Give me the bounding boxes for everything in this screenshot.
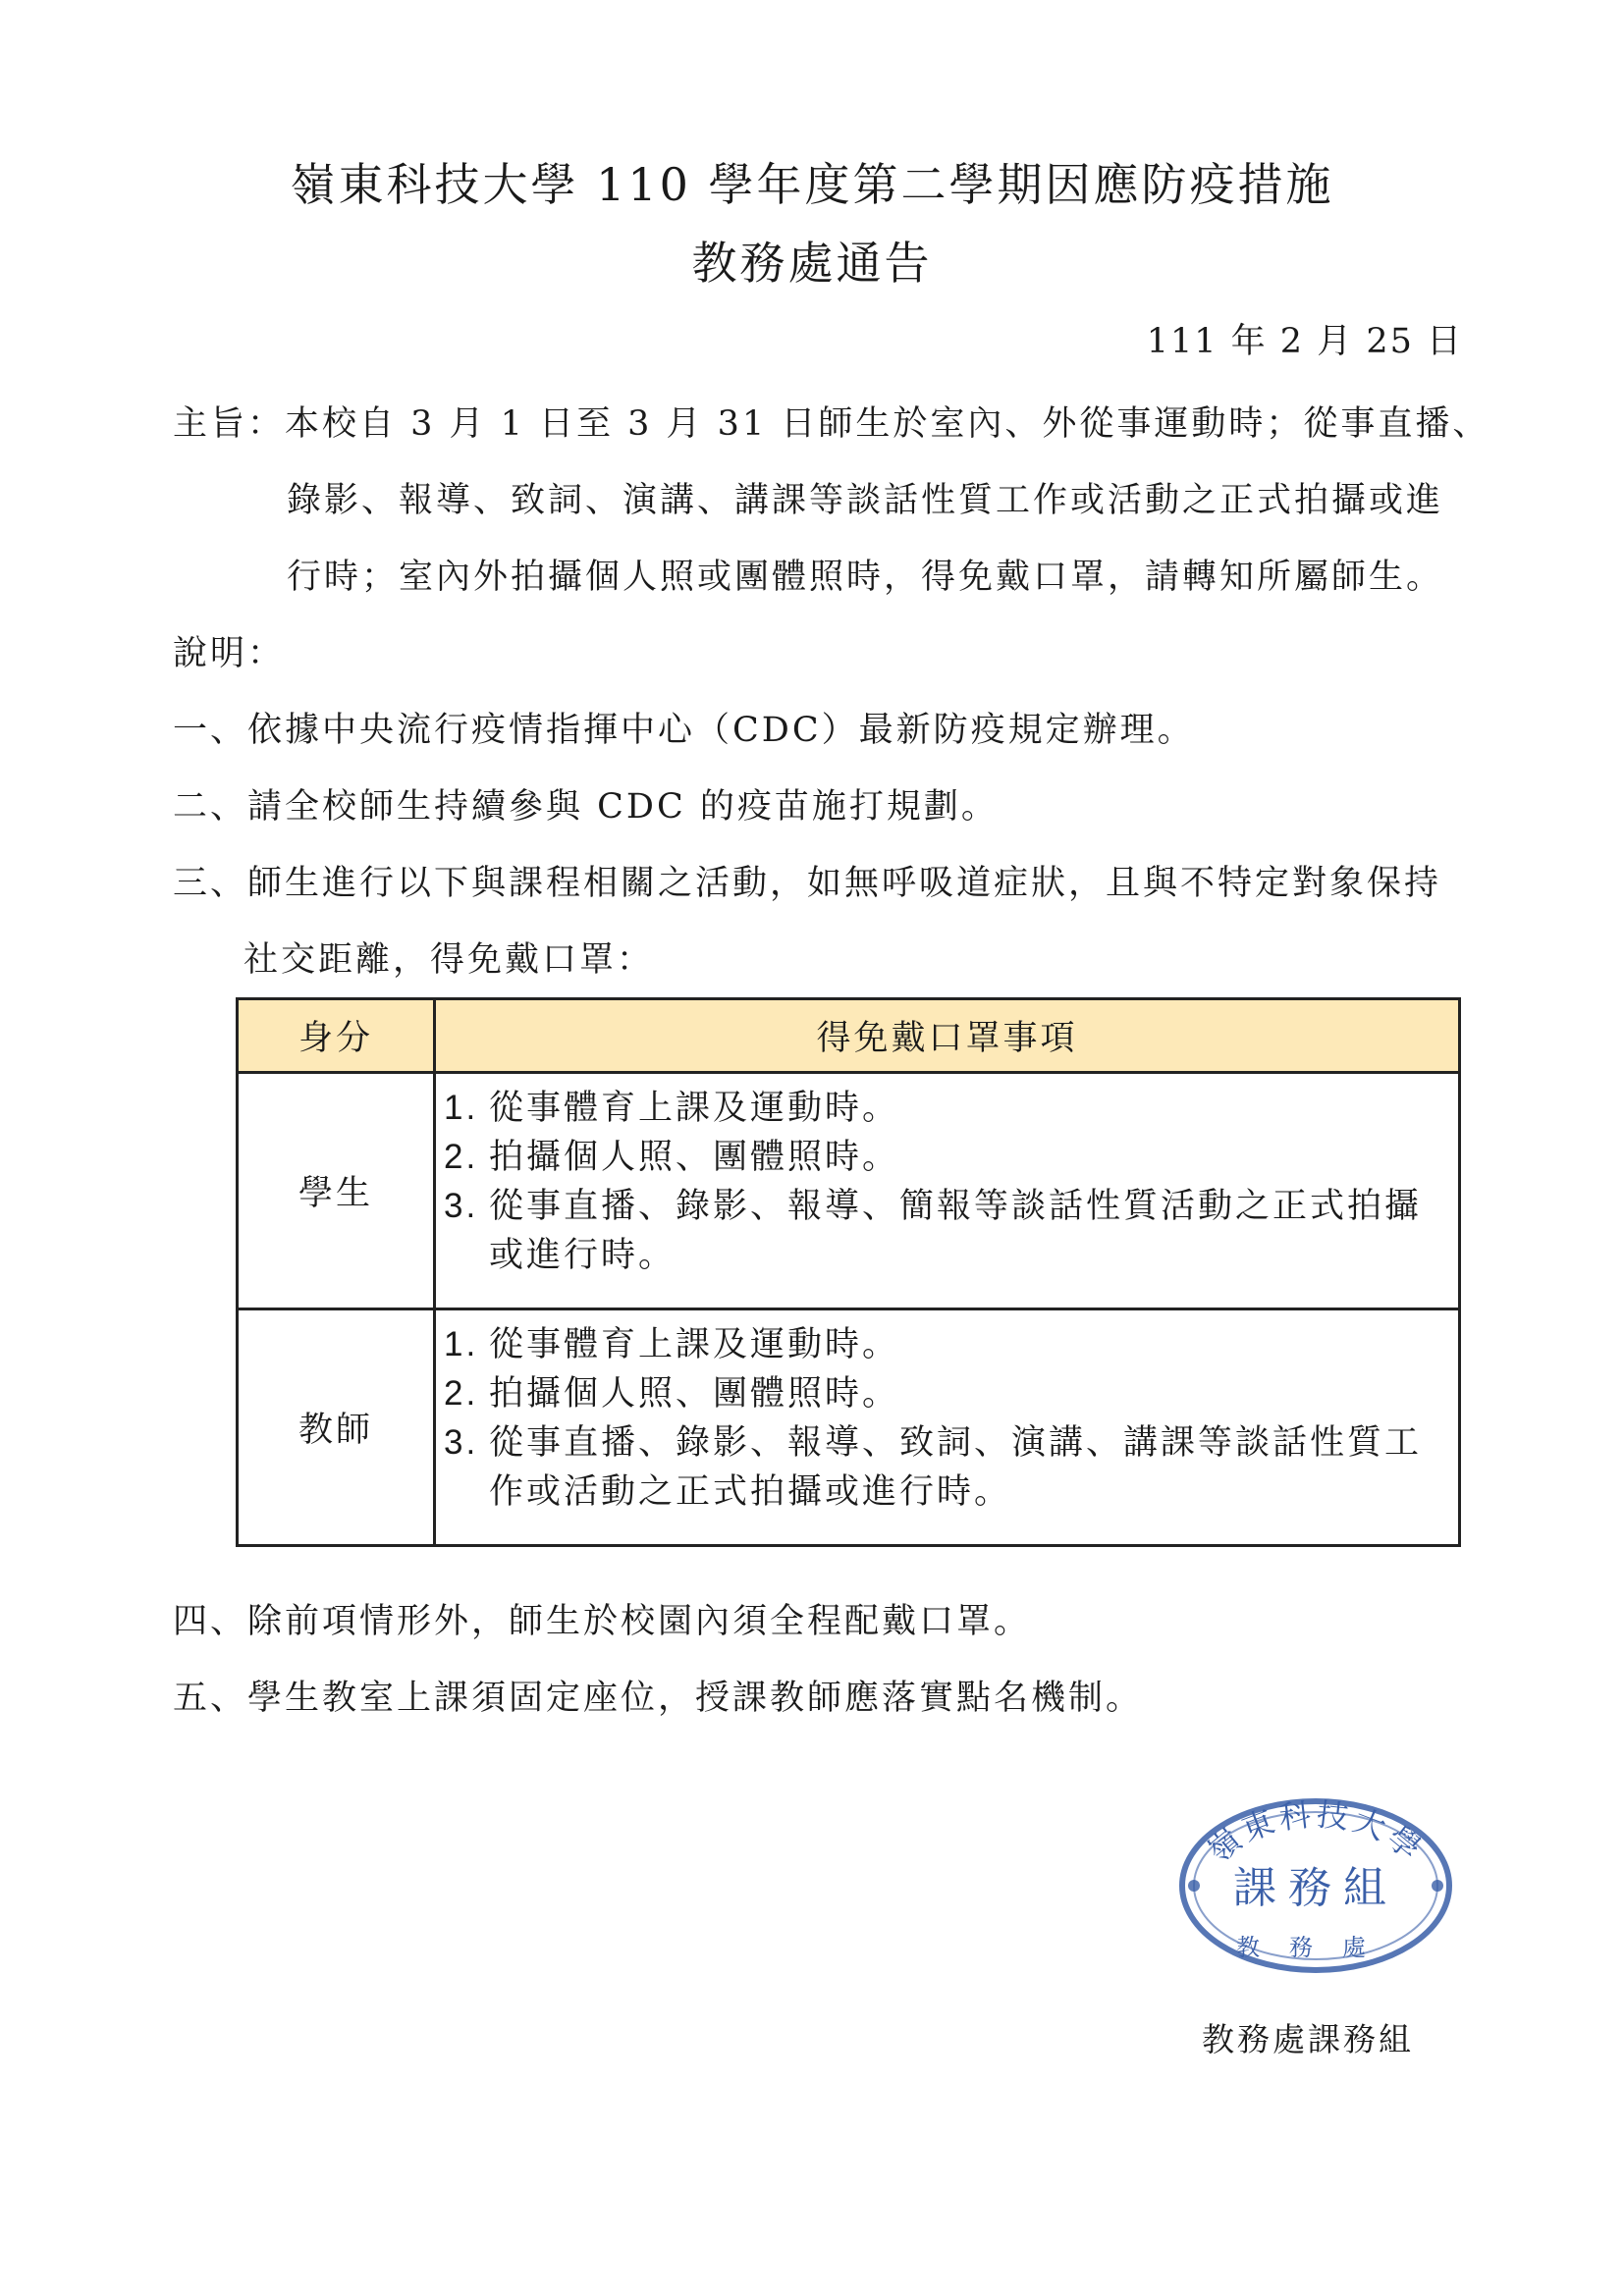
list-item [444,1369,1448,1418]
point-5: 五、學生教室上課須固定座位，授課教師應落實點名機制。 [173,1679,1144,1718]
title-line-2: 教務處通告 [691,237,933,290]
list-item [444,1418,1448,1517]
table-row [238,1073,1460,1309]
subject-line-1: 主旨：本校自 3 月 1 日至 3 月 31 日師生於室內、外從事運動時；從事直播、 [173,404,1490,444]
seal-bottom-text: 教務處 [1236,1934,1395,1961]
point-1: 一、依據中央流行疫情指揮中心（CDC）最新防疫規定辦理。 [173,711,1195,750]
header-role: 身分 [238,999,435,1073]
table-row [238,1309,1460,1546]
role-cell: 學生 [238,1073,435,1309]
explanation-heading: 說明： [173,634,286,673]
title-line-1: 嶺東科技大學 110 學年度第二學期因應防疫措施 [290,158,1334,211]
point-3-line-2: 社交距離，得免戴口罩： [244,940,655,980]
item-number: 3. [444,1423,479,1462]
point-2: 二、請全校師生持續參與 CDC 的疫苗施打規劃。 [173,787,999,827]
list-item [444,1182,1448,1280]
item-number: 1. [444,1325,479,1363]
list-item [444,1084,1448,1133]
item-number: 2. [444,1138,479,1176]
item-number: 2. [444,1374,479,1413]
point-3-line-1: 三、師生進行以下與課程相關之活動，如無呼吸道症狀，且與不特定對象保持 [173,864,1442,903]
seal-center-text: 課務組 [1233,1863,1398,1913]
item-text: 從事直播、錄影、報導、致詞、演講、講課等談話性質工作或活動之正式拍攝或進行時。 [489,1423,1423,1512]
mask-exemption-table [236,997,1461,1547]
role-cell: 教師 [238,1309,435,1546]
office-seal-stamp [1174,1792,1457,1979]
header-exemptions: 得免戴口罩事項 [435,999,1460,1073]
list-item [444,1133,1448,1182]
seal-top-text: 嶺東科技大學 [1200,1795,1432,1870]
item-text: 從事體育上課及運動時。 [489,1325,900,1364]
item-number: 3. [444,1187,479,1225]
item-number: 1. [444,1089,479,1127]
item-text: 從事直播、錄影、報導、簡報等談話性質活動之正式拍攝或進行時。 [489,1187,1423,1275]
notice-date: 111 年 2 月 25 日 [1146,322,1463,361]
list-item [444,1320,1448,1369]
subject-line-2: 錄影、報導、致詞、演講、講課等談話性質工作或活動之正式拍攝或進 [287,481,1444,520]
exemption-list [435,1073,1460,1309]
item-text: 從事體育上課及運動時。 [489,1089,900,1128]
item-text: 拍攝個人照、團體照時。 [489,1374,900,1414]
table-header-row [238,999,1460,1073]
item-text: 拍攝個人照、團體照時。 [489,1138,900,1177]
subject-line-3: 行時；室內外拍攝個人照或團體照時，得免戴口罩，請轉知所屬師生。 [287,558,1444,597]
point-4: 四、除前項情形外，師生於校園內須全程配戴口罩。 [173,1602,1032,1641]
signature: 教務處課務組 [1202,2020,1414,2058]
exemption-list [435,1309,1460,1546]
